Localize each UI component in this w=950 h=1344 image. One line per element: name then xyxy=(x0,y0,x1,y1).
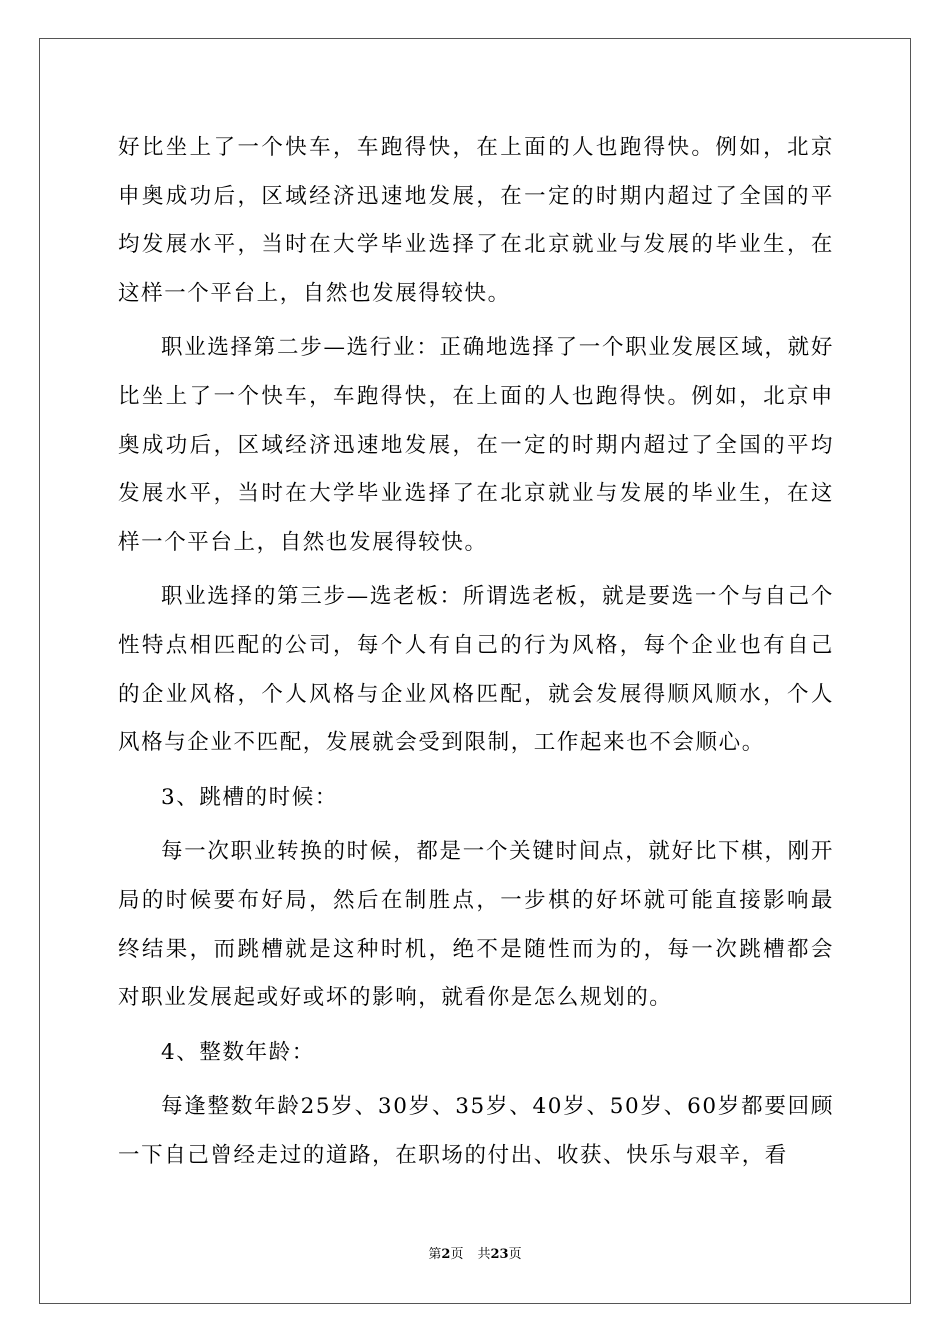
paragraph: 职业选择第二步—选行业：正确地选择了一个职业发展区域，就好比坐上了一个快车，车跑得快，在上面的人也跑得快。例如，北京申奥成功后，区域经济迅速地发展，在一定的时期内超过了全国的平均发展水平，当时在大学毕业选择了在北京就业与发展的毕业生，在这样一个平台上，自然也发展得较快。 xyxy=(118,335,834,555)
page-footer xyxy=(0,1246,950,1264)
paragraph: 每逢整数年龄25岁、30岁、35岁、40岁、50岁、60岁都要回顾一下自己曾经走过的道路，在职场的付出、收获、快乐与艰辛，看 xyxy=(118,1094,834,1168)
paragraph-heading: 4、整数年龄： xyxy=(161,1039,315,1065)
total-suffix: 页 xyxy=(508,1247,522,1262)
page-prefix: 第 xyxy=(428,1247,442,1262)
paragraph: 好比坐上了一个快车，车跑得快，在上面的人也跑得快。例如，北京申奥成功后，区域经济迅速地发展，在一定的时期内超过了全国的平均发展水平，当时在大学毕业选择了在北京就业与发展的毕业生，在这样一个平台上，自然也发展得较快。 xyxy=(118,135,834,306)
paragraph-heading: 3、跳槽的时候： xyxy=(161,784,338,810)
total-prefix: 共 xyxy=(477,1247,491,1262)
paragraph: 每一次职业转换的时候，都是一个关键时间点，就好比下棋，刚开局的时候要布好局，然后在制胜点，一步棋的好坏就可能直接影响最终结果，而跳槽就是这种时机，绝不是随性而为的，每一次跳槽都会对职业发展起或好或坏的影响，就看你是怎么规划的。 xyxy=(118,839,834,1011)
document-body xyxy=(118,124,834,1180)
page-suffix: 页 xyxy=(450,1247,464,1262)
total-page-count: 23 xyxy=(490,1247,509,1262)
current-page-number: 2 xyxy=(441,1247,451,1262)
paragraph: 职业选择的第三步—选老板：所谓选老板，就是要选一个与自己个性特点相匹配的公司，每个人有自己的行为风格，每个企业也有自己的企业风格，个人风格与企业风格匹配，就会发展得顺风顺水，个人风格与企业不匹配，发展就会受到限制，工作起来也不会顺心。 xyxy=(118,584,834,756)
